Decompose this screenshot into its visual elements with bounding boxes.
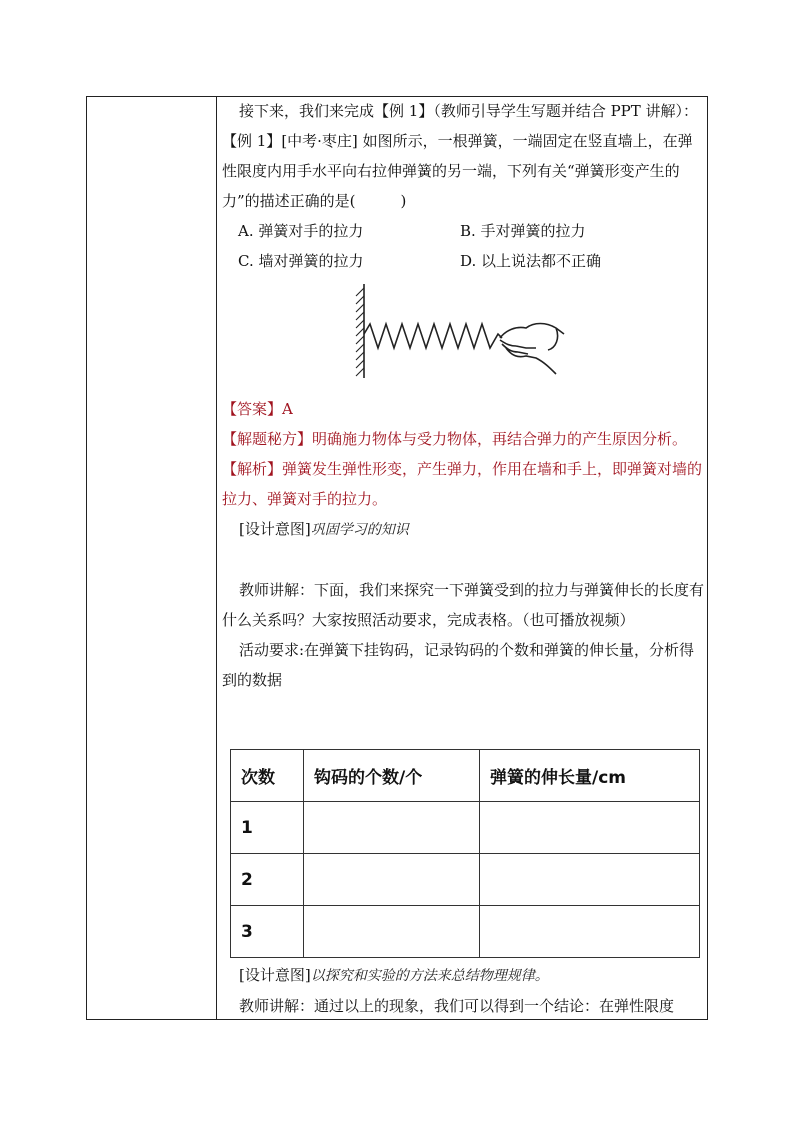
- teacher-explanation-1: 教师讲解：下面，我们来探究一下弹簧受到的拉力与弹簧伸长的长度有什么关系吗？大家按照活动要求，完成表格。（也可播放视频）: [222, 581, 705, 629]
- analysis-text: 弹簧发生弹性形变，产生弹力，作用在墙和手上，即弹簧对墙的拉力、弹簧对手的拉力。: [222, 460, 703, 508]
- options-row-2: [222, 246, 704, 276]
- example-label: 【例 1】: [222, 132, 282, 150]
- table-cell[interactable]: [304, 802, 480, 854]
- teacher-explanation-2: 教师讲解：通过以上的现象，我们可以得到一个结论：在弹性限度: [239, 997, 675, 1015]
- after-table-content: [222, 960, 704, 1021]
- option-d: D. 以上说法都不正确: [460, 252, 602, 270]
- example-question-text: 如图所示，一根弹簧，一端固定在竖直墙上，在弹性限度内用手水平向右拉伸弹簧的另一端，下列有关“弹簧形变产生的力”的描述正确的是( ): [222, 132, 693, 210]
- analysis-line: [222, 454, 704, 514]
- spring-wall-hand-illustration: [350, 282, 580, 382]
- design-text-2: 以探究和实验的方法来总结物理规律。: [310, 968, 549, 984]
- column-divider: [216, 97, 217, 1019]
- design-label-1: [设计意图]: [239, 520, 311, 538]
- experiment-table: [230, 749, 700, 958]
- table-cell[interactable]: [480, 854, 700, 906]
- design-text-1: 巩固学习的知识: [310, 522, 409, 538]
- header-weights: 钩码的个数/个: [304, 750, 480, 802]
- answer-label: 【答案】: [222, 400, 283, 418]
- table-cell: 2: [231, 854, 304, 906]
- lesson-content: [222, 96, 704, 695]
- table-cell: 1: [231, 802, 304, 854]
- header-extension: 弹簧的伸长量/cm: [480, 750, 700, 802]
- example-source: [中考·枣庄]: [281, 132, 358, 150]
- table-row: [231, 854, 700, 906]
- wall-hatching: [356, 288, 364, 376]
- design-intent-2: [222, 960, 704, 991]
- activity-requirement: 活动要求:在弹簧下挂钩码，记录钩码的个数和弹簧的伸长量，分析得到的数据: [222, 641, 695, 689]
- table-cell[interactable]: [304, 854, 480, 906]
- table-cell[interactable]: [480, 906, 700, 958]
- intro-text: 接下来，我们来完成【例 1】（教师引导学生写题并结合 PPT 讲解）：: [239, 102, 699, 120]
- table-cell[interactable]: [480, 802, 700, 854]
- option-b: B. 手对弹簧的拉力: [460, 222, 586, 240]
- table-row: [231, 906, 700, 958]
- design-intent-1: [222, 514, 704, 545]
- answer-value: A: [282, 400, 293, 418]
- design-label-2: [设计意图]: [239, 966, 311, 984]
- table-header-row: [231, 750, 700, 802]
- header-count: 次数: [231, 750, 304, 802]
- spring-coil: [364, 324, 502, 348]
- table-row: [231, 802, 700, 854]
- secret-line: [222, 424, 704, 454]
- secret-label: 【解题秘方】: [222, 430, 313, 448]
- answer-line: [222, 394, 704, 424]
- table-cell: 3: [231, 906, 304, 958]
- analysis-label: 【解析】: [222, 460, 283, 478]
- secret-text: 明确施力物体与受力物体，再结合弹力的产生原因分析。: [312, 430, 688, 448]
- spring-figure: [222, 278, 704, 382]
- example-question: [222, 126, 704, 216]
- hand: [500, 324, 564, 375]
- option-c: C. 墙对弹簧的拉力: [238, 252, 364, 270]
- option-a: A. 弹簧对手的拉力: [238, 222, 364, 240]
- table-cell[interactable]: [304, 906, 480, 958]
- options-row-1: [222, 216, 704, 246]
